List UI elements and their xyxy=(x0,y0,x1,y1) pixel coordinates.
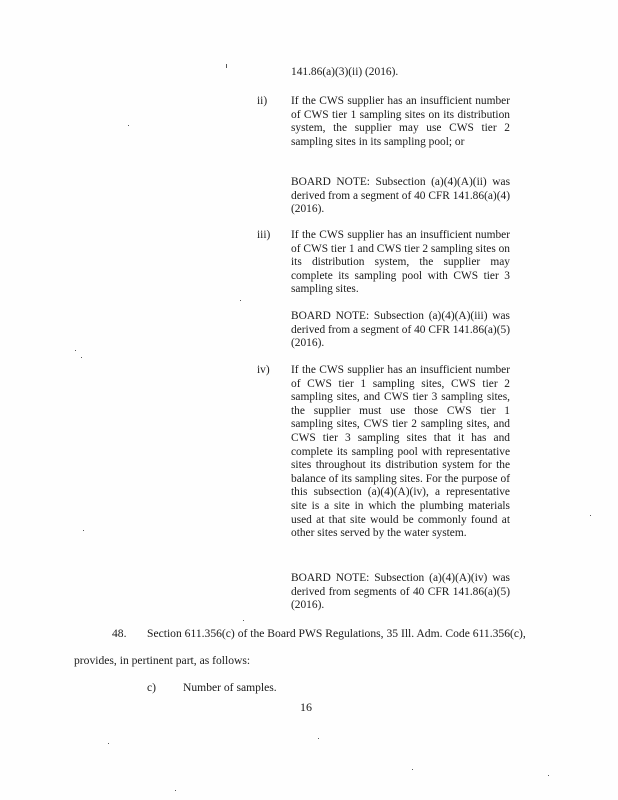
scan-speck xyxy=(590,515,591,516)
item-iii-board-note: BOARD NOTE: Subsection (a)(4)(A)(iii) was derived from a segment of 40 CFR 141.86(a)(5) (2016). xyxy=(291,310,510,350)
paragraph-number: 48. xyxy=(112,627,127,640)
item-marker-ii: ii) xyxy=(257,95,268,107)
scan-speck xyxy=(128,125,129,126)
page-number: 16 xyxy=(300,700,312,714)
item-ii-text: If the CWS supplier has an insufficient number of CWS tier 1 sampling sites on its distribution system, the supplier may use CWS tier 2 sampling sites in its sampling pool; or xyxy=(291,95,510,148)
item-iv-text: If the CWS supplier has an insufficient number of CWS tier 1 sampling sites, CWS tier 2 sampling sites, and CWS tier 3 sampling sites, the supplier must use those CWS tier 1 sampling sites, CWS tier 2 sampling sites, and CWS tier 3 sampling sites that it has and complete its sampling pool with representative sites throughout its distribution system for the balance of its sampling sites. For the purpose of this subsection (a)(4)(A)(iv), a representative site is a site in which the plumbing materials used at that site would be commonly found at other sites served by the water system. xyxy=(291,364,510,540)
scan-speck xyxy=(226,64,227,68)
paragraph-line-2: provides, in pertinent part, as follows: xyxy=(74,654,251,667)
scan-speck xyxy=(548,775,549,776)
scan-speck xyxy=(81,357,82,358)
scan-speck xyxy=(240,300,241,301)
top-citation: 141.86(a)(3)(ii) (2016). xyxy=(291,66,399,78)
paragraph-line-1: Section 611.356(c) of the Board PWS Regulations, 35 Ill. Adm. Code 611.356(c), xyxy=(147,627,526,640)
item-marker-iv: iv) xyxy=(257,364,270,376)
scan-speck xyxy=(175,790,176,791)
subsection-marker: c) xyxy=(147,681,157,694)
item-iv-board-note: BOARD NOTE: Subsection (a)(4)(A)(iv) was derived from segments of 40 CFR 141.86(a)(5) (2016). xyxy=(291,572,510,612)
scan-speck xyxy=(318,738,319,739)
scan-speck xyxy=(75,350,76,351)
subsection-text: Number of samples. xyxy=(183,681,277,694)
scan-speck xyxy=(412,769,413,770)
item-iii-text: If the CWS supplier has an insufficient number of CWS tier 1 and CWS tier 2 sampling sites on its distribution system, the supplier may complete its sampling pool with CWS tier 3 sampling sites. xyxy=(291,229,510,296)
scan-speck xyxy=(83,530,84,531)
scan-speck xyxy=(108,743,109,744)
scan-speck xyxy=(243,620,244,621)
item-ii-board-note: BOARD NOTE: Subsection (a)(4)(A)(ii) was derived from a segment of 40 CFR 141.86(a)(4) (2016). xyxy=(291,176,510,216)
item-marker-iii: iii) xyxy=(257,229,271,241)
